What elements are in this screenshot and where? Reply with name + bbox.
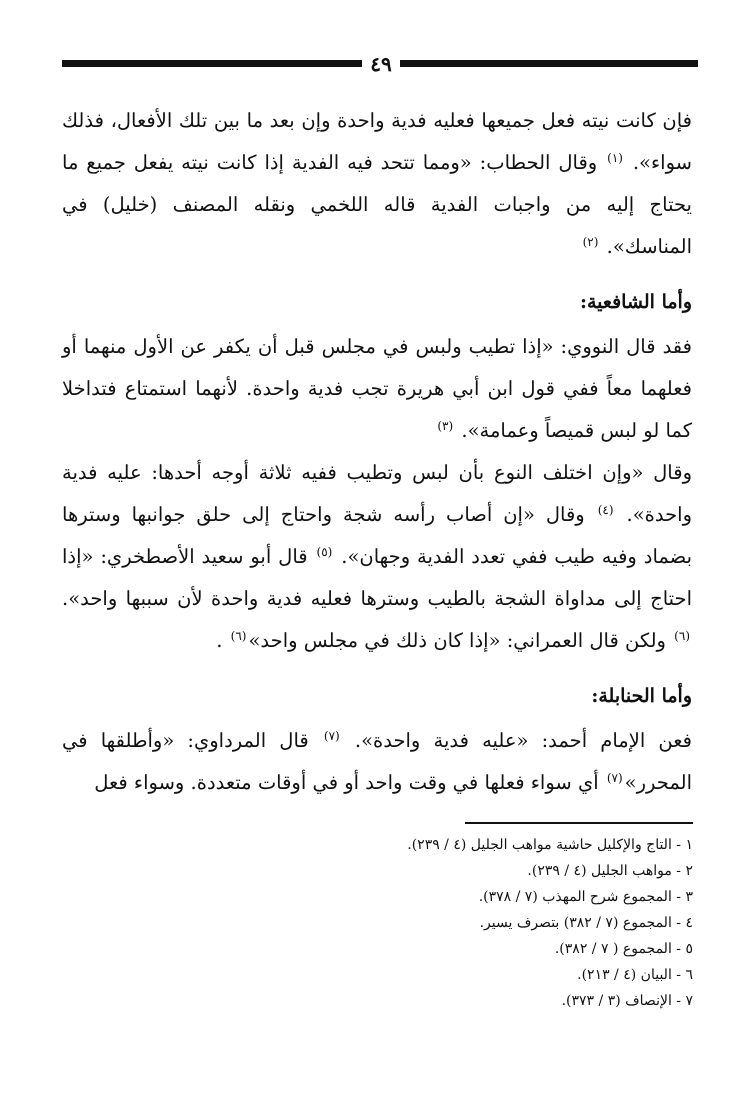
paragraph-text: فإن كانت نيته فعل جميعها فعليه فدية واحدة وإن بعد ما بين تلك الأفعال، فذلك سواء». — [62, 109, 692, 174]
paragraph-text: فعن الإمام أحمد: «عليه فدية واحدة». — [341, 729, 693, 752]
footnote-item: ٥ - المجموع ( ٧ / ٣٨٢). — [554, 941, 693, 957]
paragraph-shafii-2 — [62, 452, 692, 662]
main-text — [62, 100, 692, 804]
footnote-ref: (٦) — [674, 628, 690, 643]
footnotes — [63, 832, 693, 1014]
paragraph-text: أي سواء فعلها في وقت واحد أو في أوقات متعددة. وسواء فعل — [94, 771, 605, 794]
paragraph-text: وقال «إن أصاب رأسه شجة واحتاج إلى حلق جوانبها وسترها بضماد وفيه طيب ففي تعدد الفدية وجهان». — [62, 503, 692, 568]
paragraph-text: فقد قال النووي: «إذا تطيب ولبس في مجلس قبل أن يكفر عن الأول منهما أو فعلهما معاً ففي قول ابن أبي هريرة تجب فدية واحدة. لأنهما استمتاع فتداخلا كما لو لبس قميصاً وعمامة». — [62, 335, 692, 442]
paragraph-text: ولكن قال العمراني: «إذا كان ذلك في مجلس واحد» — [248, 629, 673, 652]
footnote-item: ٣ - المجموع شرح المهذب (٧ / ٣٧٨). — [478, 889, 693, 905]
footnote-ref: (٦) — [230, 628, 247, 643]
paragraph-shafii-1 — [62, 326, 692, 452]
footnote-item: ١ - التاج والإكليل حاشية مواهب الجليل (٤ / ٢٣٩). — [407, 837, 693, 853]
paragraph-text: وقال «وإن اختلف النوع بأن لبس وتطيب ففيه ثلاثة أوجه أحدها: عليه فدية واحدة». — [62, 461, 692, 526]
footnote-item: ٧ - الإنصاف (٣ / ٣٧٣). — [561, 993, 693, 1009]
header-rule-right — [400, 60, 698, 67]
heading-shafii: وأما الشافعية: — [579, 291, 692, 313]
footnote-ref: (٢) — [582, 234, 599, 249]
footnote-ref: (٥) — [316, 544, 333, 559]
paragraph-hanbali-1 — [62, 720, 692, 804]
paragraph-maliki — [62, 100, 692, 268]
header-rule-left — [62, 60, 362, 67]
heading-hanbali: وأما الحنابلة: — [591, 685, 692, 707]
footnote-ref: (٣) — [437, 418, 454, 433]
footnote-ref: (١) — [607, 150, 623, 165]
paragraph-text: قال المرداوي: «وأطلقها في المحرر» — [62, 729, 692, 794]
footnote-divider — [465, 822, 693, 824]
paragraph-text: قال أبو سعيد الأصطخري: «إذا احتاج إلى مداواة الشجة بالطيب وسترها فعليه فدية واحدة لأن سببها واحد». — [62, 545, 692, 610]
footnote-item: ٦ - البيان (٤ / ٢١٣). — [577, 967, 693, 983]
paragraph-text: وقال الحطاب: «ومما تتحد فيه الفدية إذا كانت نيته يفعل جميع ما يحتاج إليه من واجبات الفدية قاله اللخمي ونقله المصنف (خليل) في المناسك». — [62, 151, 692, 258]
footnote-item: ٢ - مواهب الجليل (٤ / ٢٣٩). — [527, 863, 693, 879]
footnote-ref: (٧) — [323, 728, 340, 743]
page-number: ٤٩ — [370, 52, 392, 76]
footnote-ref: (٤) — [597, 502, 614, 517]
paragraph-text: . — [216, 629, 229, 652]
footnote-ref: (٧) — [606, 770, 623, 785]
page-header — [62, 52, 698, 82]
footnote-item: ٤ - المجموع (٧ / ٣٨٢) بتصرف يسير. — [479, 915, 693, 931]
